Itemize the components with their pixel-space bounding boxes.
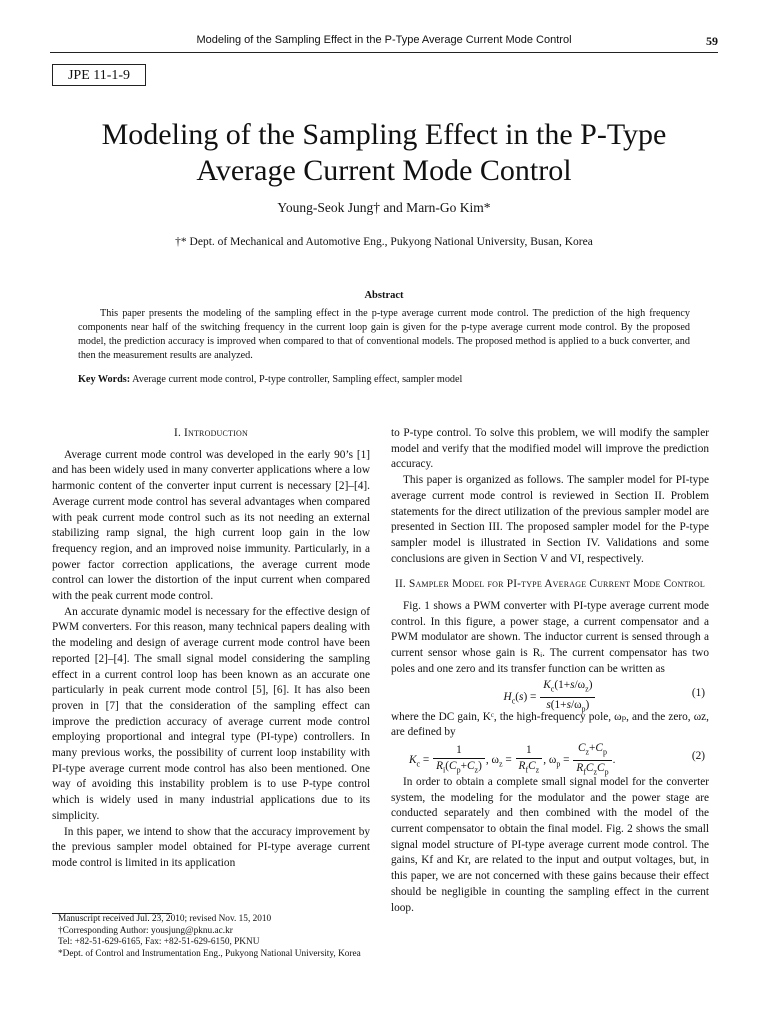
right-column	[391, 426, 709, 916]
section-heading-sampler-model: II. Sampler Model for PI-type Average Current Mode Control	[395, 578, 705, 591]
paragraph: This paper is organized as follows. The sampler model for PI-type average current mode control is reviewed in Section II. Problem statements for the direct utilization of the previous sampler model are presented in Section III. The proposed sampler model for the P-type sampler model is illustrated in Section IV. Validations and some conclusions are given in Section V and VI, respectively.	[391, 474, 709, 565]
header-rule	[50, 52, 718, 53]
equation-1-number: (1)	[691, 686, 705, 699]
authors: Young-Seok Jung† and Marn-Go Kim*	[277, 200, 491, 215]
equation-2	[391, 741, 709, 775]
paragraph: In this paper, we intend to show that the accuracy improvement by the previous sampler model obtained for PI-type average current mode control is limited in its application	[52, 825, 370, 869]
keywords-text: Average current mode control, P-type controller, Sampling effect, sampler model	[132, 374, 463, 385]
equation-1-body: $H_c(s)$ = $\frac{K_c(1+s/\omega_z)}{s(1+s/\omega_p)}$	[391, 678, 709, 717]
running-head	[50, 34, 718, 50]
section-heading-introduction: I. Introduction	[174, 427, 248, 439]
paragraph: Average current mode control was developed in the early 90’s [1] and has been widely used in many converter applications where a low harmonic content of the converter input current is necessary [2]–[4]. Average current mode control has several advantages when compared with peak current mode control such as its not needing an external stabilizing ramp signal, the high current loop gain in the low frequency region, and an improved noise immunity. Particularly, in a power factor correction applications, the average current mode control can lower the distortion of the input current when compared with the peak current mode control.	[52, 448, 370, 603]
paper-title	[40, 117, 728, 189]
footnote: *Dept. of Control and Instrumentation Eng., Pukyong National University, Korea	[58, 948, 361, 959]
equation-2-number: (2)	[691, 749, 705, 762]
abstract-body: This paper presents the modeling of the sampling effect in the p-type average current mode control. The prediction of the high frequency components near half of the switching frequency in the current loop gain is given for the p-type average current mode control. By the proposed model, the prediction accuracy is improved when compared to that of conventional models. The proposed method is applied to a buck converter, and then the measurement results are analyzed.	[78, 308, 690, 361]
paragraph: Fig. 1 shows a PWM converter with PI-type average current mode control. In this figure, a power stage, a current compensator and a PWM modulator are shown. The inductor current is sensed through a current sensor whose gain is Rᵢ. The current compensator has two poles and one zero and its transfer function can be written as	[391, 600, 709, 675]
footnote: Manuscript received Jul. 23, 2010; revised Nov. 15, 2010	[58, 914, 272, 924]
footnote: †Corresponding Author: yousjung@pknu.ac.kr	[58, 925, 233, 936]
abstract-heading: Abstract	[364, 290, 404, 301]
paper-id-box: JPE 11-1-9	[52, 64, 146, 86]
footnote: Tel: +82-51-629-6165, Fax: +82-51-629-6150, PKNU	[58, 937, 260, 947]
paragraph: In order to obtain a complete small signal model for the converter system, the modeling for the modulator and the power stage are conducted separately and then combined with the model of the current compensator to obtain the final model. Fig. 2 shows the small signal model structure of PI-type average current mode control. The gains, Kf and Kr, are related to the input and output voltages, but, in this paper, we are not concerned with these gains because their effect should be negligible in counting the sampling effect in the current loop.	[391, 775, 709, 914]
paragraph: to P-type control. To solve this problem, we will modify the sampler model and verify that the modified model will improve the prediction accuracy.	[391, 427, 709, 471]
left-column	[52, 426, 370, 872]
footnotes	[52, 914, 370, 960]
title-line-1: Modeling of the Sampling Effect in the P-Type	[101, 118, 667, 151]
equation-1	[391, 678, 709, 713]
running-title: Modeling of the Sampling Effect in the P-Type Average Current Mode Control	[196, 34, 572, 46]
keywords-label: Key Words:	[78, 374, 131, 385]
paragraph: where the DC gain, Kᶜ, the high-frequency pole, ωₚ, and the zero, ωz, are defined by	[391, 710, 709, 739]
title-line-2: Average Current Mode Control	[196, 154, 572, 187]
affiliation: †* Dept. of Mechanical and Automotive Eng., Pukyong National University, Busan, Korea	[175, 236, 593, 248]
page-number: 59	[706, 34, 718, 48]
paragraph: An accurate dynamic model is necessary for the effective design of PWM converters. For this reason, many technical papers dealing with the modeling and design of average current mode control have been reported [2]–[4]. The small signal model considering the sampling effect in a current control loop has been known as an accurate one particularly in peak current mode control [5], [6]. It has also been proven in [7] that the consideration of the sampling effect can improve the prediction accuracy of average current mode control employing proportional and integral type (PI-type) controllers. In many previous works, the possibility of current loop instability with PI-type average current mode control has also been mentioned. One way of avoiding this instability problem is to use P-type control which is widely used in many industrial applications due to its simplicity.	[52, 605, 370, 822]
keywords	[78, 373, 690, 387]
equation-2-body: $K_c$ = $\frac{1}{R_i(C_p+C_z)}$ , $\omega_z$ = $\frac{1}{R_fC_z}$ , $\omega_p$ = $\frac{C_z+C_p}{R_fC_zC_p}$ .	[409, 741, 616, 777]
